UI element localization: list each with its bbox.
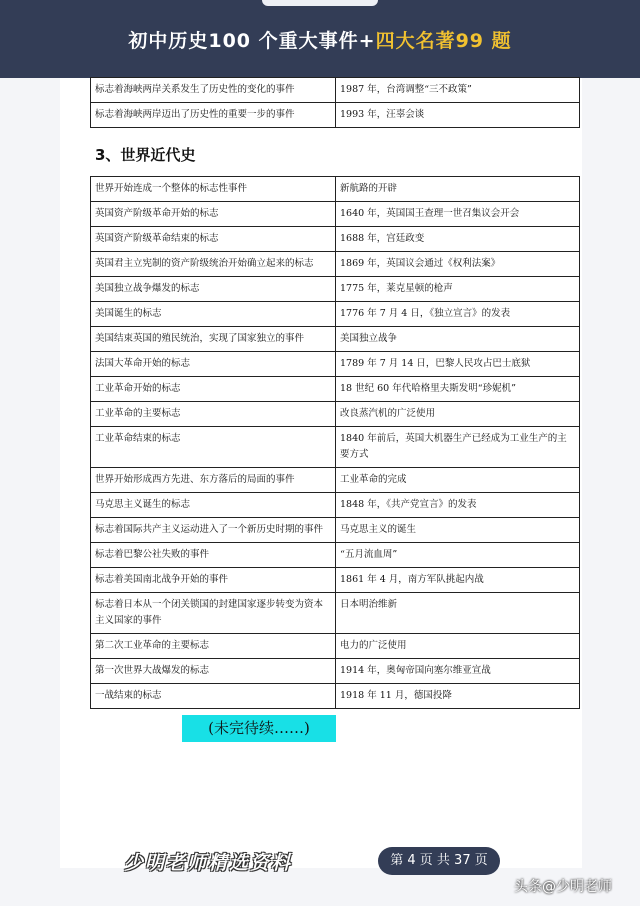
event-answer-cell: 改良蒸汽机的广泛使用 — [336, 402, 580, 427]
event-description-cell: 法国大革命开始的标志 — [91, 352, 336, 377]
event-answer-cell: 1789 年 7 月 14 日，巴黎人民攻占巴士底狱 — [336, 352, 580, 377]
event-description-cell: 第一次世界大战爆发的标志 — [91, 659, 336, 684]
event-description-cell: 标志着海峡两岸迈出了历史性的重要一步的事件 — [91, 103, 336, 128]
event-answer-cell: 美国独立战争 — [336, 327, 580, 352]
event-description-cell: 工业革命结束的标志 — [91, 427, 336, 468]
page-header — [0, 0, 640, 78]
event-description-cell: 美国结束英国的殖民统治，实现了国家独立的事件 — [91, 327, 336, 352]
table-row — [91, 402, 580, 427]
event-answer-cell: 1640 年，英国国王查理一世召集议会开会 — [336, 202, 580, 227]
table-row — [91, 377, 580, 402]
table-row — [91, 543, 580, 568]
event-answer-cell: 1776 年 7 月 4 日，《独立宣言》的发表 — [336, 302, 580, 327]
document-page — [60, 78, 582, 868]
table-row — [91, 427, 580, 468]
event-answer-cell: 1987 年，台湾调整“三不政策” — [336, 78, 580, 103]
header-notch — [262, 0, 378, 6]
event-description-cell: 美国独立战争爆发的标志 — [91, 277, 336, 302]
footer-brand: 少明老师精选资料 — [124, 852, 293, 874]
table-row — [91, 684, 580, 709]
table-row — [91, 659, 580, 684]
table-row — [91, 568, 580, 593]
table-row — [91, 352, 580, 377]
section-heading: 3、世界近代史 — [95, 146, 196, 164]
event-answer-cell: 1840 年前后，英国大机器生产已经成为工业生产的主要方式 — [336, 427, 580, 468]
table-row — [91, 202, 580, 227]
table-row — [91, 227, 580, 252]
to-be-continued-banner: (未完待续……) — [182, 715, 336, 742]
event-answer-cell: 新航路的开辟 — [336, 177, 580, 202]
title-main: 初中历史100 个重大事件+ — [128, 30, 376, 52]
event-answer-cell: 1775 年，莱克星顿的枪声 — [336, 277, 580, 302]
watermark: 头条@少明老师 — [514, 879, 612, 895]
event-description-cell: 美国诞生的标志 — [91, 302, 336, 327]
event-description-cell: 标志着美国南北战争开始的事件 — [91, 568, 336, 593]
table-row — [91, 302, 580, 327]
event-description-cell: 标志着巴黎公社失败的事件 — [91, 543, 336, 568]
event-answer-cell: 1861 年 4 月，南方军队挑起内战 — [336, 568, 580, 593]
event-answer-cell: 马克思主义的诞生 — [336, 518, 580, 543]
event-description-cell: 标志着海峡两岸关系发生了历史性的变化的事件 — [91, 78, 336, 103]
table-row — [91, 468, 580, 493]
table-row — [91, 177, 580, 202]
event-description-cell: 英国资产阶级革命开始的标志 — [91, 202, 336, 227]
event-answer-cell: 电力的广泛使用 — [336, 634, 580, 659]
event-answer-cell: 1848 年，《共产党宣言》的发表 — [336, 493, 580, 518]
page-number-badge: 第 4 页 共 37 页 — [378, 847, 500, 875]
table-row — [91, 252, 580, 277]
table-row — [91, 593, 580, 634]
event-description-cell: 标志着国际共产主义运动进入了一个新历史时期的事件 — [91, 518, 336, 543]
event-answer-cell: 工业革命的完成 — [336, 468, 580, 493]
table-row — [91, 277, 580, 302]
event-answer-cell: 1993 年，汪辜会谈 — [336, 103, 580, 128]
table-row — [91, 493, 580, 518]
table-row — [91, 634, 580, 659]
event-description-cell: 英国君主立宪制的资产阶级统治开始确立起来的标志 — [91, 252, 336, 277]
event-description-cell: 英国资产阶级革命结束的标志 — [91, 227, 336, 252]
event-answer-cell: 日本明治维新 — [336, 593, 580, 634]
event-answer-cell: 1918 年 11 月，德国投降 — [336, 684, 580, 709]
event-description-cell: 工业革命开始的标志 — [91, 377, 336, 402]
table-row — [91, 103, 580, 128]
events-table-main — [90, 176, 580, 709]
event-description-cell: 第二次工业革命的主要标志 — [91, 634, 336, 659]
events-table-top — [90, 77, 580, 128]
event-description-cell: 工业革命的主要标志 — [91, 402, 336, 427]
document-title — [0, 26, 640, 53]
event-description-cell: 标志着日本从一个闭关锁国的封建国家逐步转变为资本主义国家的事件 — [91, 593, 336, 634]
event-description-cell: 马克思主义诞生的标志 — [91, 493, 336, 518]
event-answer-cell: 18 世纪 60 年代哈格里夫斯发明“珍妮机” — [336, 377, 580, 402]
table-row — [91, 518, 580, 543]
table-row — [91, 78, 580, 103]
title-accent: 四大名著99 题 — [375, 30, 512, 52]
event-description-cell: 世界开始形成西方先进、东方落后的局面的事件 — [91, 468, 336, 493]
event-answer-cell: “五月流血周” — [336, 543, 580, 568]
event-description-cell: 世界开始连成一个整体的标志性事件 — [91, 177, 336, 202]
table-row — [91, 327, 580, 352]
event-answer-cell: 1914 年，奥匈帝国向塞尔维亚宣战 — [336, 659, 580, 684]
event-answer-cell: 1688 年，宫廷政变 — [336, 227, 580, 252]
event-description-cell: 一战结束的标志 — [91, 684, 336, 709]
event-answer-cell: 1869 年，英国议会通过《权利法案》 — [336, 252, 580, 277]
